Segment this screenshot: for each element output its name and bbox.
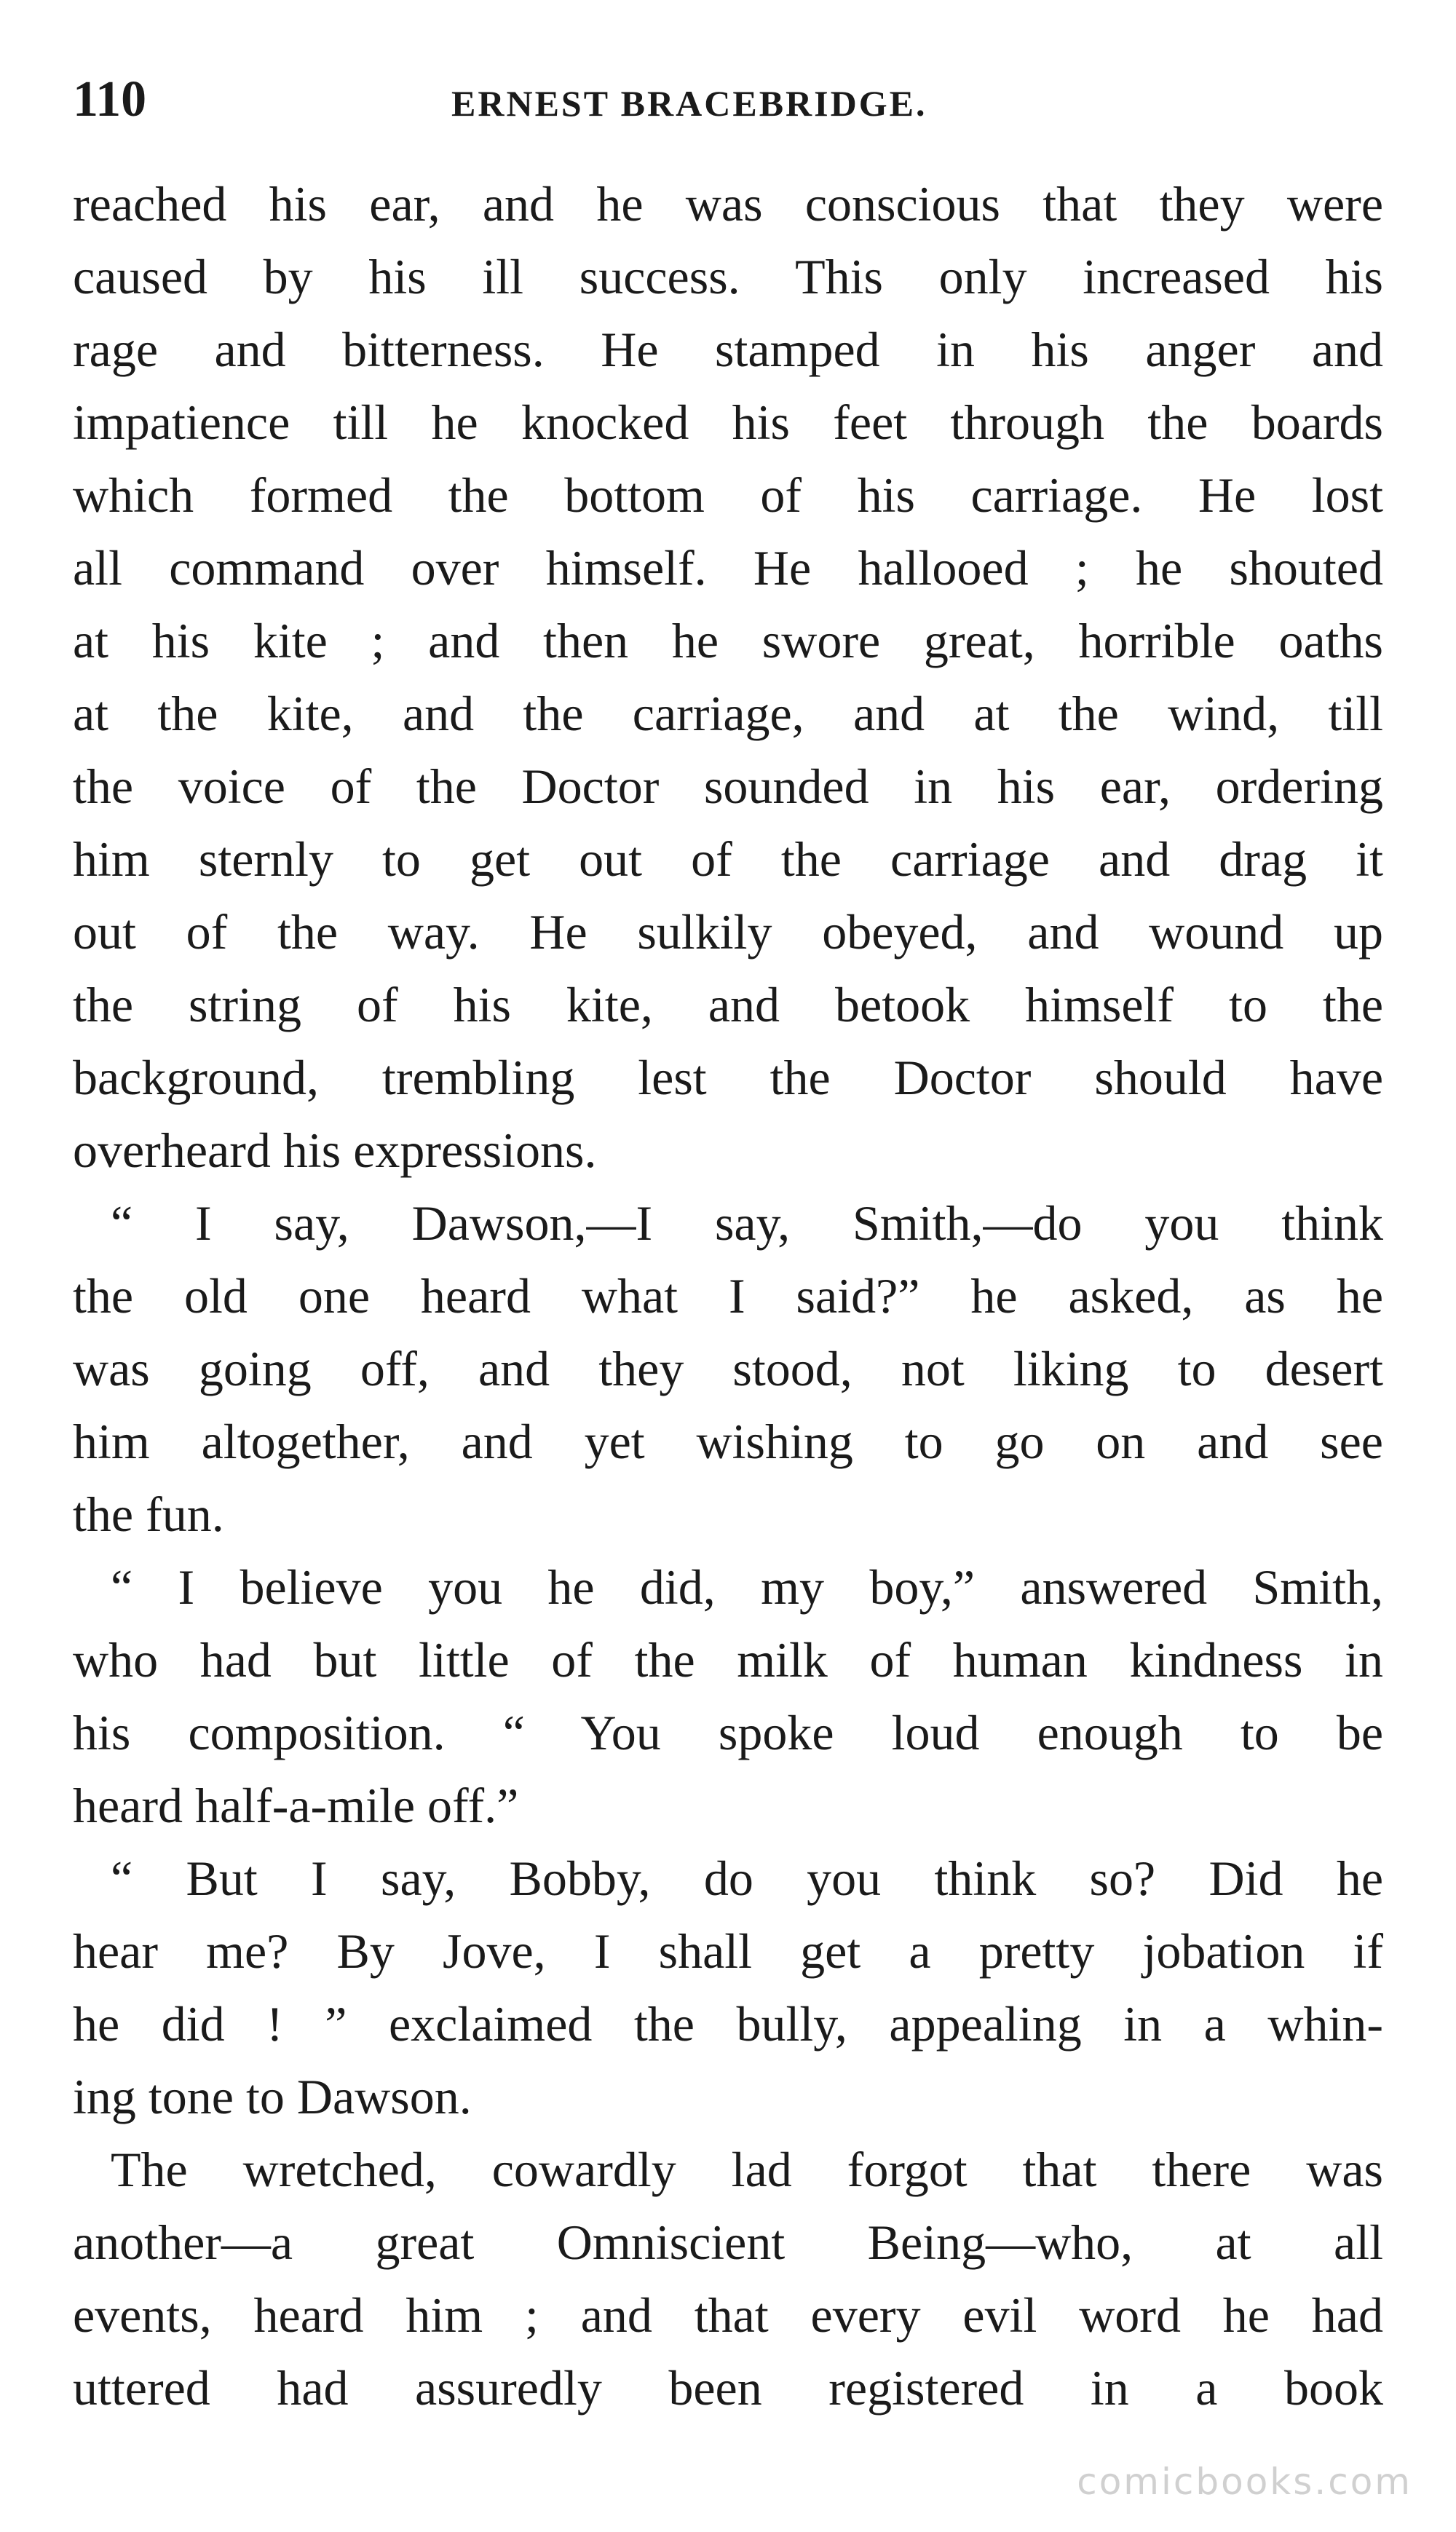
text-line: the old one heard what I said?” he asked, as he [73,1268,1383,1324]
text-line: which formed the bottom of his carriage. He lost [73,467,1383,523]
text-line: “ I say, Dawson,—I say, Smith,—do you think [111,1195,1383,1251]
text-line: heard half-a-mile off.” [73,1778,519,1833]
text-line: he did ! ” exclaimed the bully, appealing in a whin- [73,1996,1383,2052]
text-line: overheard his expressions. [73,1123,597,1178]
text-line: him sternly to get out of the carriage and drag it [73,831,1383,887]
body-text [73,167,1383,2424]
text-line: him altogether, and yet wishing to go on and see [73,1414,1383,1469]
text-line: events, heard him ; and that every evil word he had [73,2287,1383,2343]
text-line: the fun. [73,1487,224,1542]
text-line: rage and bitterness. He stamped in his anger and [73,322,1383,377]
text-line: caused by his ill success. This only increased his [73,249,1383,304]
text-line: reached his ear, and he was conscious that they were [73,176,1383,232]
text-line: who had but little of the milk of human kindness in [73,1632,1383,1688]
text-line: hear me? By Jove, I shall get a pretty jobation if [73,1923,1383,1979]
text-line: impatience till he knocked his feet through the boards [73,395,1383,450]
page-number: 110 [73,71,147,127]
text-line: background, trembling lest the Doctor should have [73,1050,1383,1105]
text-line: “ I believe you he did, my boy,” answered Smith, [111,1559,1383,1615]
text-line: the string of his kite, and betook himself to the [73,977,1383,1032]
text-line: uttered had assuredly been registered in a book [73,2360,1383,2416]
text-line: all command over himself. He hallooed ; he shouted [73,540,1383,596]
text-line: his composition. “ You spoke loud enough to be [73,1705,1383,1760]
text-line: another—a great Omniscient Being—who, at all [73,2215,1383,2270]
text-line: out of the way. He sulkily obeyed, and wound up [73,904,1383,960]
text-line: was going off, and they stood, not liking to desert [73,1341,1383,1396]
text-line: “ But I say, Bobby, do you think so? Did he [111,1851,1383,1906]
running-head: ERNEST BRACEBRIDGE. [451,83,927,124]
text-line: The wretched, cowardly lad forgot that there was [111,2142,1383,2197]
text-line: ing tone to Dawson. [73,2069,472,2124]
page-header [73,67,1383,132]
watermark: comicbooks.com [1077,2461,1412,2503]
text-line: the voice of the Doctor sounded in his ear, ordering [73,759,1383,814]
text-line: at his kite ; and then he swore great, horrible oaths [73,613,1383,668]
text-line: at the kite, and the carriage, and at the wind, till [73,686,1383,741]
